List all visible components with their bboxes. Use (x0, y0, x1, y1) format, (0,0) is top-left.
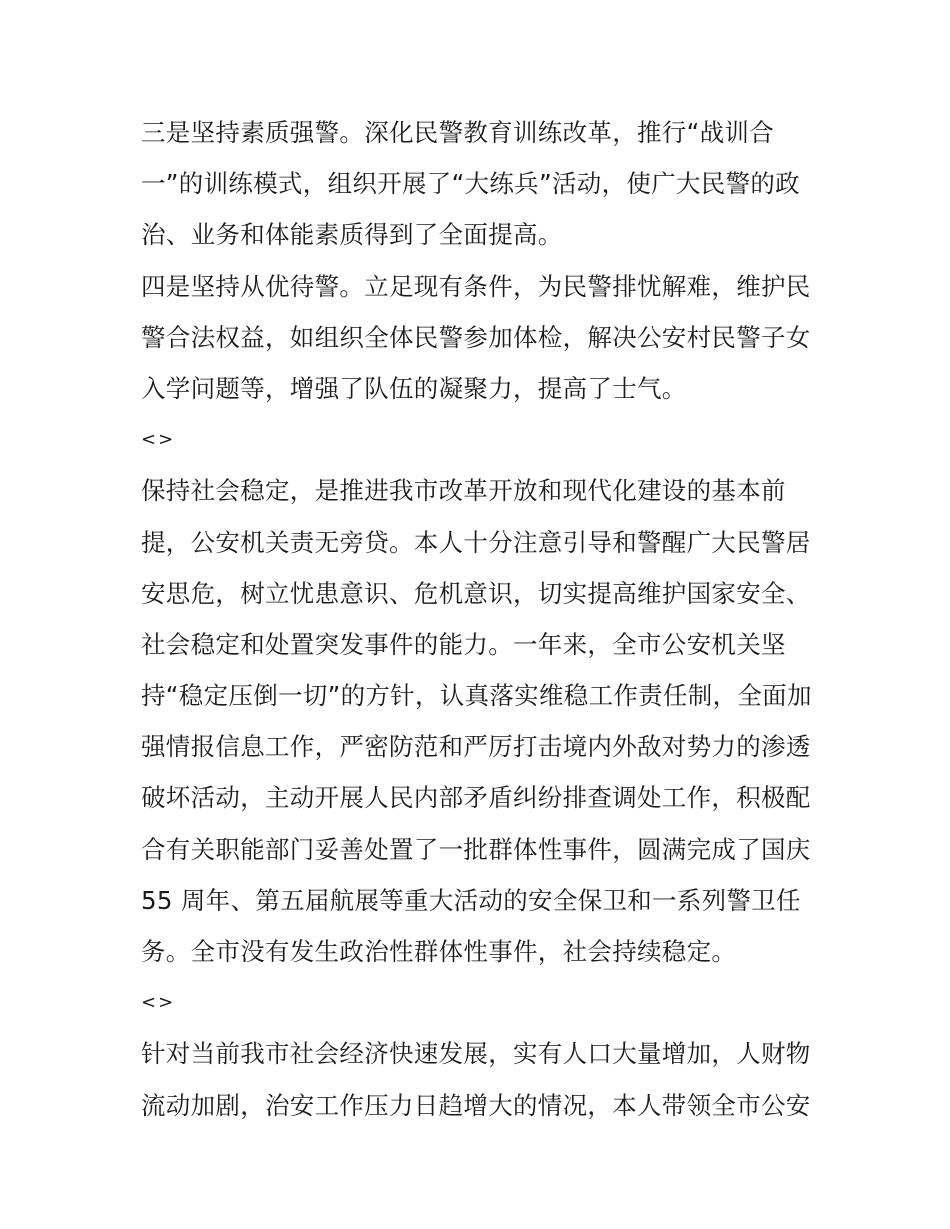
text-line: 强情报信息工作，严密防范和严厉打击境内外敌对势力的渗透 (141, 732, 811, 762)
text-line: 保持社会稳定，是推进我市改革开放和现代化建设的基本前 (141, 476, 786, 506)
text-line: 三是坚持素质强警。深化民警教育训练改革，推行“战训合 (141, 118, 774, 147)
text-line: 流动加剧，治安工作压力日趋增大的情况，本人带领全市公安 (141, 1090, 811, 1120)
text-line: 一”的训练模式，组织开展了“大练兵”活动，使广大民警的政 (141, 169, 800, 199)
text-line: 务。全市没有发生政治性群体性事件，社会持续稳定。 (141, 937, 737, 966)
text-line: 治、业务和体能素质得到了全面提高。 (141, 220, 563, 250)
text-line: 社会稳定和处置突发事件的能力。一年来，全市公安机关坚 (141, 629, 786, 659)
section-marker: <> (141, 429, 176, 451)
text-line: 提，公安机关责无旁贷。本人十分注意引导和警醒广大民警居 (141, 527, 811, 557)
text-line: 四是坚持从优待警。立足现有条件，为民警排忧解难，维护民 (141, 271, 811, 301)
document-body (141, 107, 821, 1131)
text-line: 入学问题等，增强了队伍的凝聚力，提高了士气。 (141, 373, 687, 403)
text-line: 安思危，树立忧患意识、危机意识，切实提高维护国家安全、 (141, 578, 811, 608)
text-line: 持“稳定压倒一切”的方针，认真落实维稳工作责任制，全面加 (141, 681, 812, 711)
text-line: 破坏活动，主动开展人民内部矛盾纠纷排查调处工作，积极配 (141, 783, 811, 813)
section-marker: <> (141, 992, 176, 1014)
text-line: 合有关职能部门妥善处置了一批群体性事件，圆满完成了国庆 (141, 834, 811, 864)
text-line: 警合法权益，如组织全体民警参加体检，解决公安村民警子女 (141, 322, 811, 352)
text-line: 针对当前我市社会经济快速发展，实有人口大量增加，人财物 (141, 1039, 811, 1069)
text-line: 55 周年、第五届航展等重大活动的安全保卫和一系列警卫任 (141, 885, 801, 915)
